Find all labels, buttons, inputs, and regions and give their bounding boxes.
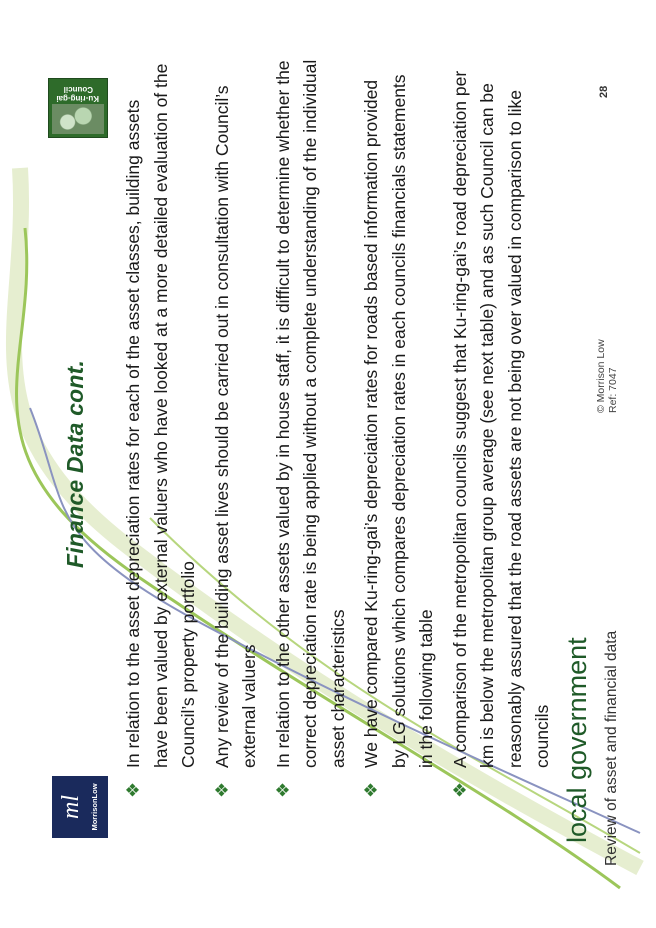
- council-logo-text: Ku-ring-gai Council: [56, 85, 100, 103]
- ml-monogram-icon: ml: [58, 795, 84, 819]
- council-logo: [48, 78, 108, 138]
- list-item: [120, 58, 203, 798]
- copyright-block: [595, 263, 619, 413]
- slide-title: Finance Data cont.: [62, 359, 88, 568]
- list-item: [209, 58, 264, 798]
- trees-icon: [52, 104, 104, 134]
- list-item: [358, 58, 441, 798]
- footer-subtitle: Review of asset and financial data: [603, 630, 620, 866]
- diamond-bullet-icon: ❖: [123, 781, 143, 798]
- page-number: 28: [598, 85, 610, 98]
- bullet-text: A comparison of the metropolitan councils suggest that Ku-ring-gai’s road depreciation per km is below the metropolitan group average (see next table) and as such Council can be reasonably assured that the road assets are not being over valued in comparison to like councils: [449, 70, 552, 768]
- list-item: [447, 58, 557, 798]
- bullet-list: [120, 58, 563, 798]
- brand-logo-text: MorrisonLow: [90, 783, 99, 831]
- bullet-text: Any review of the building asset lives should be carried out in consultation with Council’s external valuers: [211, 85, 259, 768]
- diamond-bullet-icon: ❖: [211, 781, 232, 798]
- diamond-bullet-icon: ❖: [449, 781, 470, 798]
- reference-line: Ref: 7047: [607, 367, 619, 413]
- footer-title: local government: [562, 637, 592, 843]
- bullet-text: We have compared Ku-ring-gai’s depreciation rates for roads based information provided by LG solutions which compares depreciation rates in each councils financials statements in the following table: [361, 74, 436, 768]
- diamond-bullet-icon: ❖: [361, 781, 381, 798]
- bullet-text: In relation to the other assets valued by in house staff, it is difficult to determine whether the correct depreciation rate is being applied without a complete understanding of the individual asset characteristics: [272, 59, 348, 768]
- morrison-low-logo: [52, 776, 108, 838]
- copyright-line: © Morrison Low: [595, 339, 607, 413]
- bullet-text: In relation to the asset depreciation rates for each of the asset classes, building assets have been valued by external valuers who have looked at a more detailed evaluation of the Council’s property portfolio: [123, 63, 198, 768]
- diamond-bullet-icon: ❖: [272, 781, 293, 798]
- list-item: [270, 58, 353, 798]
